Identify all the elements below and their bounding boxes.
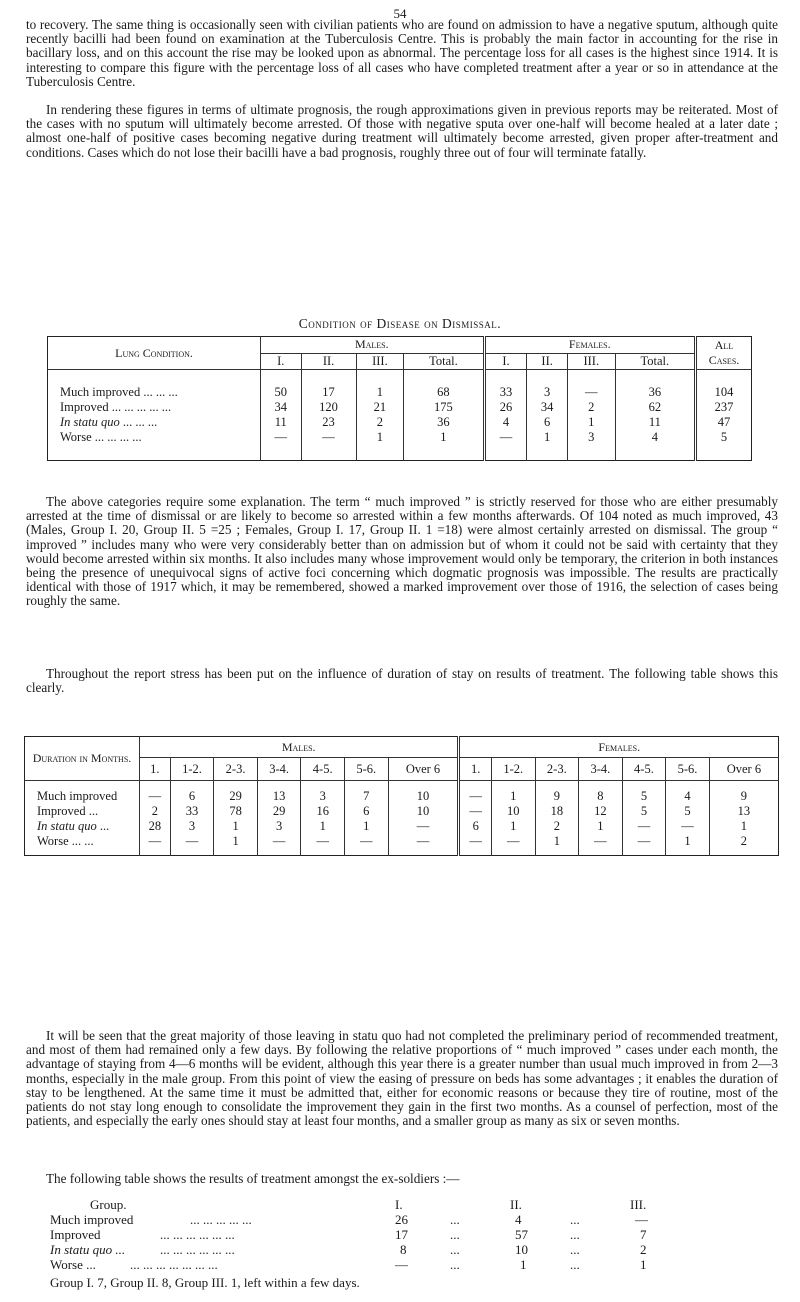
group-col-header: I.	[395, 1197, 403, 1212]
table-cell: 2	[640, 1242, 647, 1257]
table-cell: 3	[257, 819, 301, 834]
leader-dots: ...	[570, 1257, 580, 1272]
male-col-header: I.	[261, 353, 302, 370]
female-col-header: 3-4.	[579, 758, 623, 781]
table-row	[48, 385, 752, 400]
table-cell: 1	[404, 430, 484, 445]
table-cell: 16	[301, 804, 345, 819]
table-cell: 62	[615, 400, 695, 415]
group-header: Group.	[90, 1197, 127, 1212]
table-cell: 8	[579, 789, 623, 804]
table-row	[25, 789, 779, 804]
row-label: Worse ... ...	[37, 834, 94, 848]
leader-dots: ... ... ... ... ...	[190, 1212, 252, 1227]
row-label: In statu quo ...	[50, 1242, 126, 1257]
table-cell: 6	[527, 415, 568, 430]
table-cell: 11	[261, 415, 302, 430]
table-cell: 33	[170, 804, 214, 819]
female-col-header: Over 6	[709, 758, 778, 781]
males-header: Males.	[140, 737, 459, 758]
leader-dots: ...	[450, 1242, 460, 1257]
leader-dots: ... ... ... ... ... ...	[160, 1242, 235, 1257]
table-cell: 5	[696, 430, 752, 445]
duration-paragraph: Throughout the report stress has been put on the influence of duration of stay on results of treatment. The following table shows this clearly.	[26, 666, 778, 696]
table-cell: 9	[535, 789, 579, 804]
row-label: Improved ... ... ... ... ...	[60, 400, 172, 414]
male-col-header: 5-6.	[344, 758, 388, 781]
table-cell: 1	[491, 789, 535, 804]
table-cell: 18	[535, 804, 579, 819]
table-cell: —	[257, 834, 301, 849]
leader-dots: ...	[570, 1227, 580, 1242]
table-cell: —	[261, 430, 302, 445]
table-cell: —	[484, 430, 527, 445]
table-cell: 1	[356, 430, 404, 445]
leader-dots: ...	[450, 1212, 460, 1227]
table-row	[25, 819, 779, 834]
table-row	[25, 804, 779, 819]
prognosis-paragraph: In rendering these figures in terms of ultimate prognosis, the rough approximations given in previous reports may be reiterated. Most of the cases with no sputum will ultimately become arrested. Of those with negative sputa over one-half will become healed at a later date ; almost one-half of positive cases becoming negative during treatment will ultimately become arrested, given proper after-treatment and conditions. Cases which do not lose their bacilli have a bad prognosis, roughly three out of four will terminate fatally.	[26, 102, 778, 160]
male-col-header: Over 6	[388, 758, 459, 781]
table-cell: 28	[140, 819, 171, 834]
row-label: Improved ...	[37, 804, 99, 818]
table-cell: —	[388, 834, 459, 849]
table-cell: 23	[301, 415, 356, 430]
table-cell: 1	[666, 834, 710, 849]
table-row	[48, 430, 752, 445]
table-cell: 68	[404, 385, 484, 400]
statu-quo-paragraph: It will be seen that the great majority of those leaving in statu quo had not completed the preliminary period of recommended treatment, and most of them had remained only a few days. By following the relative proportions of “ much improved ” cases under each month, the advantage of staying from 4—6 months will be evident, although this year there is a greater number than usual much improved in from 2—3 months, especially in the male group. From this point of view the easing of pressure on beds has some advantages ; it enables the duration of stay to be lengthened. At the same time it must be admitted that, either for economic reasons or because they tire of routine, most of the patients do not stay long enough to consolidate the improvement they gain in the first two months. As a counsel of perfection, most of the patients, and especially the early ones should stay at least four months, and a smaller group as many as six or seven months.	[26, 1028, 778, 1129]
female-col-header: 4-5.	[622, 758, 666, 781]
table-cell: —	[459, 789, 492, 804]
list-item	[50, 1242, 750, 1257]
row-label: Much improved	[37, 789, 118, 803]
table-cell: 1	[214, 834, 258, 849]
table-cell: 13	[709, 804, 778, 819]
duration-header: Duration in Months.	[25, 737, 140, 781]
table-cell: 3	[301, 789, 345, 804]
table-cell: 7	[640, 1227, 647, 1242]
table-cell: —	[666, 819, 710, 834]
table-cell: 2	[709, 834, 778, 849]
female-col-header: III.	[567, 353, 615, 370]
list-item	[50, 1227, 750, 1242]
table-cell: 78	[214, 804, 258, 819]
table-cell: 33	[484, 385, 527, 400]
male-col-header: 4-5.	[301, 758, 345, 781]
female-col-header: 1-2.	[491, 758, 535, 781]
table-cell: 237	[696, 400, 752, 415]
section-title: Condition of Disease on Dismissal.	[298, 316, 502, 331]
table-cell: 1	[301, 819, 345, 834]
table-cell: 1	[491, 819, 535, 834]
table-cell: —	[301, 430, 356, 445]
table-row	[25, 834, 779, 849]
table-cell: —	[170, 834, 214, 849]
table-cell: 175	[404, 400, 484, 415]
table-cell: 57	[515, 1227, 528, 1242]
table-cell: 3	[527, 385, 568, 400]
table-cell: 1	[709, 819, 778, 834]
table-cell: 1	[344, 819, 388, 834]
row-label: Much improved ... ... ...	[60, 385, 178, 399]
table-cell: 2	[356, 415, 404, 430]
table-cell: 8	[400, 1242, 407, 1257]
intro-paragraph: to recovery. The same thing is occasionally seen with civilian patients who are found on admission to have a negative sputum, although quite recently bacilli had been found on examination at the Tuberculosis Centre. This is probably the main factor in accounting for the rise in bacillary loss, and on this account the rise may be looked upon as abnormal. The percentage loss for all cases is the highest since 1914. It is interesting to compare this figure with the percentage loss of all cases who have completed treatment after a year or so in attendance at the Tuberculosis Centre.	[26, 17, 778, 89]
table-cell: —	[301, 834, 345, 849]
table-cell: 1	[640, 1257, 647, 1272]
table-cell: 29	[214, 789, 258, 804]
table-cell: 2	[535, 819, 579, 834]
table-cell: 5	[622, 789, 666, 804]
males-header: Males.	[261, 337, 485, 354]
group-col-header: II.	[510, 1197, 522, 1212]
male-col-header: II.	[301, 353, 356, 370]
male-col-header: III.	[356, 353, 404, 370]
female-col-header: 5-6.	[666, 758, 710, 781]
male-col-header: 1-2.	[170, 758, 214, 781]
footnote: Group I. 7, Group II. 8, Group III. 1, left within a few days.	[50, 1275, 360, 1290]
leader-dots: ...	[450, 1257, 460, 1272]
list-item	[50, 1257, 750, 1272]
table-cell: 5	[622, 804, 666, 819]
female-col-header: 1.	[459, 758, 492, 781]
row-label: Worse ... ... ... ...	[60, 430, 142, 444]
group-col-header: III.	[630, 1197, 647, 1212]
table-row	[48, 415, 752, 430]
table-cell: 12	[579, 804, 623, 819]
table-cell: —	[344, 834, 388, 849]
female-col-header: II.	[527, 353, 568, 370]
table-cell: 4	[484, 415, 527, 430]
table-cell: 1	[520, 1257, 527, 1272]
table-cell: 104	[696, 385, 752, 400]
table-cell: 1	[356, 385, 404, 400]
leader-dots: ...	[570, 1242, 580, 1257]
table-cell: 2	[567, 400, 615, 415]
table-cell: 4	[515, 1212, 522, 1227]
male-col-header: 2-3.	[214, 758, 258, 781]
table-cell: 1	[579, 819, 623, 834]
table-cell: —	[459, 834, 492, 849]
table-cell: 10	[388, 789, 459, 804]
table-cell: 3	[567, 430, 615, 445]
leader-dots: ... ... ... ... ... ... ...	[130, 1257, 218, 1272]
table-cell: 9	[709, 789, 778, 804]
table-cell: —	[622, 819, 666, 834]
row-label: In statu quo ...	[37, 819, 110, 833]
explanation-paragraph: The above categories require some explanation. The term “ much improved ” is strictly reserved for those who are either presumably arrested at the time of dismissal or are likely to become so arrested within a few months afterwards. Of 104 noted as much improved, 43 (Males, Group I. 20, Group II. 5 =25 ; Females, Group I. 17, Group II. 1 =18) were almost certainly arrested on dismissal. The group “ improved ” includes many who were very considerably better than on admission but of whom it could not be said with certainty that they would become arrested within six months. It also includes many whose improvement would only be temporary, the criterion in both instances being the presence of unequivocal signs of active foci concerning which dogmatic prognosis was impossible. The results are practically identical with those of 1917 which, it may be remembered, showed a marked improvement over those of 1916, the selection of cases being roughly the same.	[26, 494, 778, 609]
table-cell: 3	[170, 819, 214, 834]
table-cell: —	[622, 834, 666, 849]
table-cell: 11	[615, 415, 695, 430]
duration-table	[24, 736, 779, 856]
row-label: Much improved	[50, 1212, 134, 1227]
table-cell: —	[140, 789, 171, 804]
table-cell: 26	[395, 1212, 408, 1227]
table-cell: 5	[666, 804, 710, 819]
table-cell: —	[459, 804, 492, 819]
table-row	[48, 400, 752, 415]
lung-condition-header: Lung Condition.	[48, 337, 261, 370]
ex-soldiers-results	[50, 1197, 750, 1272]
table-cell: 1	[214, 819, 258, 834]
list-item	[50, 1212, 750, 1227]
female-col-header: 2-3.	[535, 758, 579, 781]
leader-dots: ...	[450, 1227, 460, 1242]
table-cell: —	[395, 1257, 408, 1272]
table-cell: 7	[344, 789, 388, 804]
table-cell: 10	[388, 804, 459, 819]
table-cell: 17	[395, 1227, 408, 1242]
all-cases-header: All Cases.	[696, 337, 752, 370]
table-cell: 1	[535, 834, 579, 849]
table-cell: —	[491, 834, 535, 849]
table-cell: 6	[344, 804, 388, 819]
leader-dots: ...	[570, 1212, 580, 1227]
table-cell: 47	[696, 415, 752, 430]
table-cell: 21	[356, 400, 404, 415]
table-cell: 13	[257, 789, 301, 804]
row-label: Improved	[50, 1227, 101, 1242]
table-cell: 4	[666, 789, 710, 804]
table-cell: 6	[459, 819, 492, 834]
table-cell: —	[567, 385, 615, 400]
table-cell: 1	[527, 430, 568, 445]
table-cell: 36	[615, 385, 695, 400]
row-label: Worse ...	[50, 1257, 96, 1272]
table-cell: 50	[261, 385, 302, 400]
table-cell: 29	[257, 804, 301, 819]
females-header: Females.	[459, 737, 779, 758]
table-cell: 10	[491, 804, 535, 819]
table-cell: 2	[140, 804, 171, 819]
female-col-header: Total.	[615, 353, 695, 370]
table-cell: —	[635, 1212, 648, 1227]
table-cell: 34	[261, 400, 302, 415]
table-cell: 10	[515, 1242, 528, 1257]
female-col-header: I.	[484, 353, 527, 370]
females-header: Females.	[484, 337, 695, 354]
male-col-header: 3-4.	[257, 758, 301, 781]
page-number: 54	[393, 6, 407, 21]
male-col-header: Total.	[404, 353, 484, 370]
table-cell: —	[388, 819, 459, 834]
table-cell: 17	[301, 385, 356, 400]
table-cell: 120	[301, 400, 356, 415]
soldiers-intro: The following table shows the results of treatment amongst the ex-soldiers :—	[46, 1171, 460, 1186]
table-cell: 26	[484, 400, 527, 415]
table-cell: 36	[404, 415, 484, 430]
table-cell: 6	[170, 789, 214, 804]
table-cell: 4	[615, 430, 695, 445]
table-cell: 34	[527, 400, 568, 415]
table-cell: —	[579, 834, 623, 849]
row-label: In statu quo ... ... ...	[60, 415, 158, 429]
lung-condition-table	[47, 336, 752, 461]
table-cell: 1	[567, 415, 615, 430]
table-cell: —	[140, 834, 171, 849]
male-col-header: 1.	[140, 758, 171, 781]
leader-dots: ... ... ... ... ... ...	[160, 1227, 235, 1242]
